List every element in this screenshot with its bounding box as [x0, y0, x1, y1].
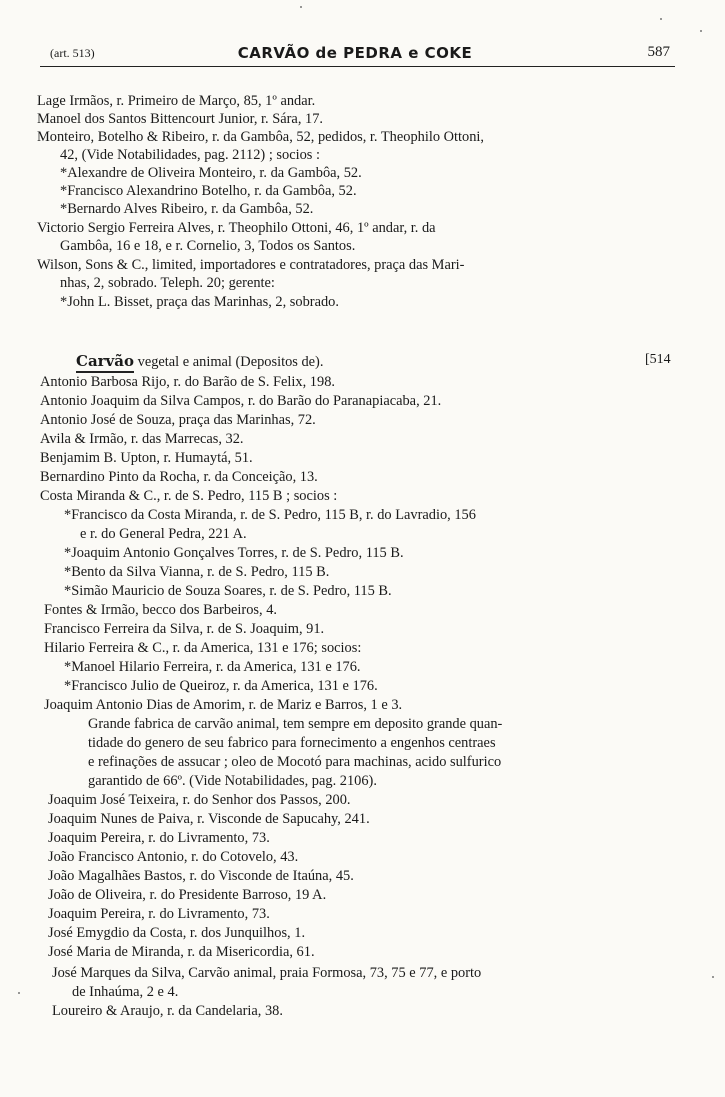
page-number: 587	[647, 44, 670, 60]
entry-line: João Magalhães Bastos, r. do Visconde de Itaúna, 45.	[48, 868, 354, 884]
entry-line: Avila & Irmão, r. das Marrecas, 32.	[40, 431, 244, 447]
entry-line: *Manoel Hilario Ferreira, r. da America, 131 e 176.	[64, 659, 361, 675]
entry-line: João de Oliveira, r. do Presidente Barroso, 19 A.	[48, 887, 327, 903]
speck	[300, 6, 302, 8]
entry-line: Monteiro, Botelho & Ribeiro, r. da Gambôa, 52, pedidos, r. Theophilo Ottoni,	[37, 129, 484, 145]
page-title: CARVÃO de PEDRA e COKE	[237, 44, 473, 62]
header-rule	[40, 66, 675, 67]
entry-line: Benjamim B. Upton, r. Humaytá, 51.	[40, 450, 253, 466]
entry-line: e r. do General Pedra, 221 A.	[80, 526, 247, 542]
entry-line: Francisco Ferreira da Silva, r. de S. Joaquim, 91.	[44, 621, 325, 637]
entry-line: Joaquim Antonio Dias de Amorim, r. de Mariz e Barros, 1 e 3.	[44, 697, 403, 713]
entry-line: Hilario Ferreira & C., r. da America, 131 e 176; socios:	[44, 640, 362, 656]
entry-line: Fontes & Irmão, becco dos Barbeiros, 4.	[44, 602, 277, 618]
entry-line: *Francisco Alexandrino Botelho, r. da Gambôa, 52.	[60, 183, 357, 199]
entry-line: Joaquim Pereira, r. do Livramento, 73.	[48, 830, 270, 846]
page-header	[40, 44, 670, 64]
entry-line: Loureiro & Araujo, r. da Candelaria, 38.	[52, 1003, 283, 1019]
entry-line: Antonio Joaquim da Silva Campos, r. do Barão do Paranapiacaba, 21.	[40, 393, 442, 409]
entry-line: Joaquim Pereira, r. do Livramento, 73.	[48, 906, 270, 922]
entry-line: Joaquim Nunes de Paiva, r. Visconde de Sapucahy, 241.	[48, 811, 370, 827]
entry-line: José Emygdio da Costa, r. dos Junquilhos, 1.	[48, 925, 306, 941]
entry-line: Wilson, Sons & C., limited, importadores e contratadores, praça das Mari-	[37, 257, 465, 273]
entry-line: *Francisco Julio de Queiroz, r. da America, 131 e 176.	[64, 678, 378, 694]
entry-line: Antonio Barbosa Rijo, r. do Barão de S. Felix, 198.	[40, 374, 335, 390]
entry-line: *Bernardo Alves Ribeiro, r. da Gambôa, 52.	[60, 201, 314, 217]
entry-line: *Francisco da Costa Miranda, r. de S. Pedro, 115 B, r. do Lavradio, 156	[64, 507, 476, 523]
article-reference: (art. 513)	[50, 46, 95, 60]
entry-line: tidade do genero de seu fabrico para fornecimento a engenhos centraes	[88, 735, 496, 751]
entry-line: de Inhaúma, 2 e 4.	[72, 984, 179, 1000]
entry-line: *Alexandre de Oliveira Monteiro, r. da Gambôa, 52.	[60, 165, 362, 181]
entry-line: *Bento da Silva Vianna, r. de S. Pedro, 115 B.	[64, 564, 330, 580]
entry-line: Costa Miranda & C., r. de S. Pedro, 115 B ; socios :	[40, 488, 338, 504]
entry-line: Grande fabrica de carvão animal, tem sempre em deposito grande quan-	[88, 716, 503, 732]
entry-line: Manoel dos Santos Bittencourt Junior, r. Sára, 17.	[37, 111, 324, 127]
entry-line: *John L. Bisset, praça das Marinhas, 2, sobrado.	[60, 294, 339, 310]
entry-line: José Maria de Miranda, r. da Misericordia, 61.	[48, 944, 315, 960]
entry-line: Antonio José de Souza, praça das Marinhas, 72.	[40, 412, 316, 428]
section-title: Carvão	[76, 352, 134, 373]
entry-line: Joaquim José Teixeira, r. do Senhor dos Passos, 200.	[48, 792, 351, 808]
entry-line: Lage Irmãos, r. Primeiro de Março, 85, 1º andar.	[37, 93, 316, 109]
entry-line: 42, (Vide Notabilidades, pag. 2112) ; socios :	[60, 147, 320, 163]
entry-line: nhas, 2, sobrado. Teleph. 20; gerente:	[60, 275, 275, 291]
entry-line: *Simão Mauricio de Souza Soares, r. de S. Pedro, 115 B.	[64, 583, 392, 599]
entry-line: Victorio Sergio Ferreira Alves, r. Theophilo Ottoni, 46, 1º andar, r. da	[37, 220, 436, 236]
speck	[700, 30, 702, 32]
entry-line: João Francisco Antonio, r. do Cotovelo, 43.	[48, 849, 299, 865]
section-heading	[76, 352, 323, 371]
entry-line: José Marques da Silva, Carvão animal, praia Formosa, 73, 75 e 77, e porto	[52, 965, 482, 981]
speck	[712, 976, 714, 978]
speck	[18, 992, 20, 994]
entry-line: garantido de 66º. (Vide Notabilidades, pag. 2106).	[88, 773, 377, 789]
entry-line: Gambôa, 16 e 18, e r. Cornelio, 3, Todos os Santos.	[60, 238, 356, 254]
entry-line: *Joaquim Antonio Gonçalves Torres, r. de S. Pedro, 115 B.	[64, 545, 404, 561]
section-subtitle: vegetal e animal (Depositos de).	[137, 354, 324, 370]
speck	[660, 18, 662, 20]
entry-line: e refinações de assucar ; oleo de Mocotó para machinas, acido sulfurico	[88, 754, 502, 770]
section-number: [514	[645, 352, 671, 367]
entry-line: Bernardino Pinto da Rocha, r. da Conceição, 13.	[40, 469, 318, 485]
